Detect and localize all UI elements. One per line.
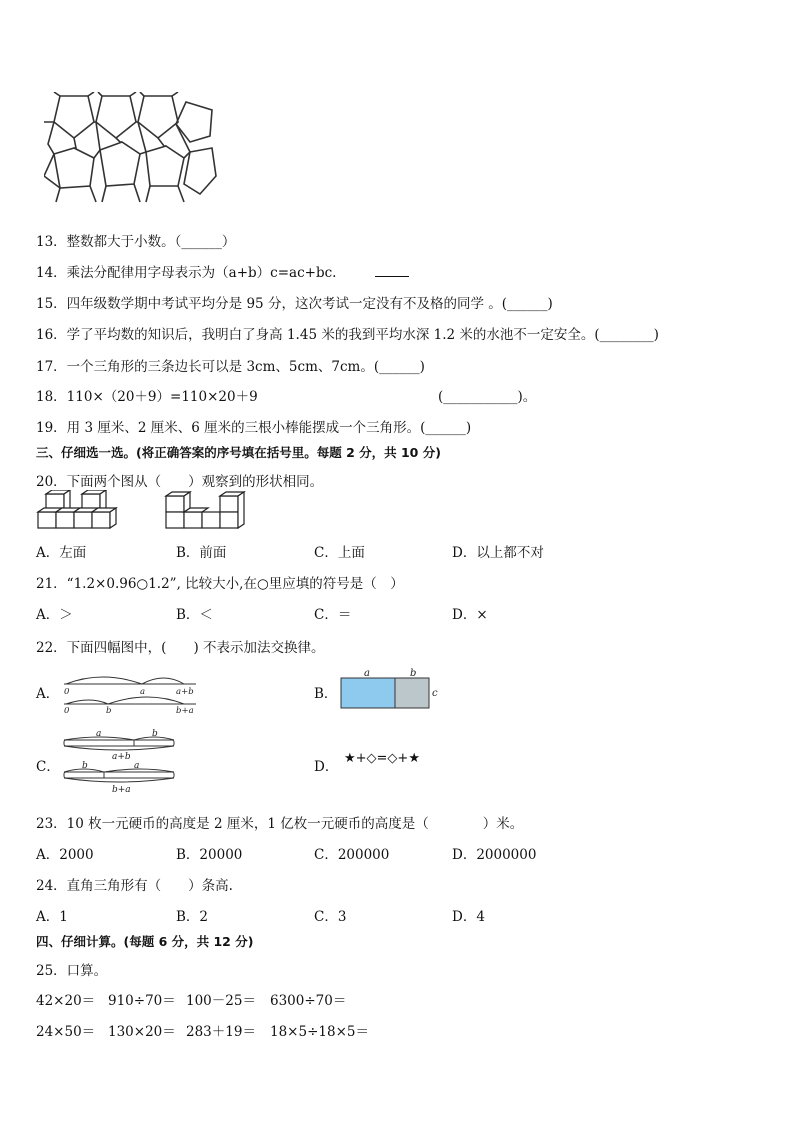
rect-b (395, 678, 429, 708)
q21-option-d[interactable]: D．× (452, 607, 488, 623)
calc-row2-item3: 283＋19＝ (186, 1024, 256, 1040)
b-b-label: b (410, 668, 417, 679)
q21-option-a[interactable]: A．＞ (36, 607, 73, 623)
q23-option-b[interactable]: B．20000 (176, 847, 243, 863)
question-22: 22．下面四幅图中，( ) 不表示加法交换律。 (36, 640, 325, 656)
calc-row1-item2: 910÷70＝ (108, 993, 176, 1009)
answer-blank-14[interactable] (375, 264, 409, 277)
q24-option-c[interactable]: C．3 (314, 909, 347, 925)
question-18-answer[interactable]: (___________)。 (438, 389, 537, 405)
cube-figure-left (38, 490, 116, 528)
question-14 (36, 261, 409, 281)
question-25: 25．口算。 (36, 963, 108, 979)
q21-option-c[interactable]: C．＝ (314, 607, 352, 623)
question-15: 15．四年级数学期中考试平均分是 95 分，这次考试一定没有不及格的同学 。(______) (36, 296, 553, 312)
b-a-label: a (364, 668, 370, 679)
question-14-text: 14．乘法分配律用字母表示为（a+b）c=ac+bc. (36, 265, 337, 281)
q24-option-b[interactable]: B．2 (176, 909, 209, 925)
question-19: 19．用 3 厘米、2 厘米、6 厘米的三根小棒能摆成一个三角形。(______) (36, 420, 472, 436)
question-21: 21．“1.2×0.96○1.2”, 比较大小,在○里应填的符号是（ ） (36, 576, 404, 592)
question-20: 20．下面两个图从（ ）观察到的形状相同。 (36, 474, 324, 490)
c-b-label-2: b (82, 761, 88, 771)
q24-option-a[interactable]: A．1 (36, 909, 68, 925)
question-16: 16．学了平均数的知识后，我明白了身高 1.45 米的我到平均水深 1.2 米的水池不一定安全。(________) (36, 327, 659, 343)
calc-row2-item2: 130×20＝ (108, 1024, 176, 1040)
a-bpa-label: b+a (176, 706, 194, 714)
q22-diagram-b (338, 666, 444, 712)
section-3-heading: 三、仔细选一选。(将正确答案的序号填在括号里。每题 2 分，共 10 分) (36, 445, 441, 460)
a-zero-label-2: 0 (64, 706, 70, 714)
calc-row2-item1: 24×50＝ (36, 1024, 96, 1040)
q21-option-b[interactable]: B．＜ (176, 607, 213, 623)
q22-diagram-c (60, 728, 186, 796)
question-23: 23．10 枚一元硬币的高度是 2 厘米，1 亿枚一元硬币的高度是（ ）米。 (36, 816, 524, 832)
q23-option-d[interactable]: D．2000000 (452, 847, 537, 863)
calc-row1-item1: 42×20＝ (36, 993, 96, 1009)
a-apb-label: a+b (176, 687, 194, 697)
q23-option-c[interactable]: C．200000 (314, 847, 390, 863)
c-a-label: a (96, 729, 102, 739)
calc-row2-item4: 18×5÷18×5＝ (270, 1024, 369, 1040)
a-a-label: a (140, 687, 146, 697)
rect-a (341, 678, 395, 708)
q22-option-c[interactable]: C． (36, 759, 60, 775)
calc-row1-item3: 100－25＝ (186, 993, 256, 1009)
q24-option-d[interactable]: D．4 (452, 909, 485, 925)
q22-option-d[interactable]: D． (314, 759, 339, 775)
q22-diagram-d: ★+◇=◇+★ (344, 751, 420, 766)
q22-option-b[interactable]: B． (314, 686, 338, 702)
q20-figures (36, 490, 246, 532)
section-4-heading: 四、仔细计算。(每题 6 分，共 12 分) (36, 934, 254, 949)
calc-row1-item4: 6300÷70＝ (270, 993, 347, 1009)
q20-option-a[interactable]: A．左面 (36, 545, 87, 561)
c-a-label-2: a (134, 761, 140, 771)
a-b-label: b (106, 706, 112, 714)
tessellation-figure (44, 92, 218, 204)
q22-option-a[interactable]: A． (36, 686, 60, 702)
c-apb-label: a+b (112, 752, 131, 762)
b-c-label: c (432, 688, 438, 699)
question-24: 24．直角三角形有（ ）条高. (36, 878, 233, 894)
q20-option-b[interactable]: B．前面 (176, 545, 227, 561)
q20-option-c[interactable]: C．上面 (314, 545, 365, 561)
question-13: 13．整数都大于小数。（______） (36, 234, 236, 250)
a-zero-label: 0 (64, 687, 70, 697)
star-pentagon-tessellation-icon (44, 92, 216, 202)
question-17: 17．一个三角形的三条边长可以是 3cm、5cm、7cm。(______) (36, 359, 425, 375)
cube-figure-right (166, 492, 244, 528)
q22-diagram-a (60, 668, 200, 714)
c-b-label: b (152, 729, 158, 739)
q23-option-a[interactable]: A．2000 (36, 847, 94, 863)
c-bpa-label: b+a (112, 785, 131, 795)
question-18: 18．110×（20＋9）=110×20＋9 (36, 389, 258, 405)
q20-option-d[interactable]: D．以上都不对 (452, 545, 544, 561)
